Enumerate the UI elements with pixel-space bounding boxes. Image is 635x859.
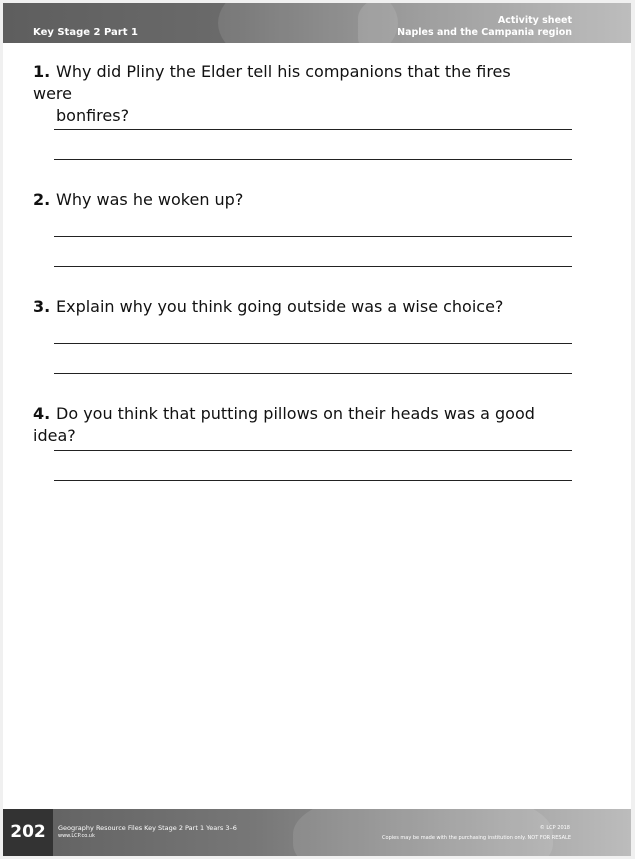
question-number: 1. [33,62,51,81]
question-text: Explain why you think going outside was a wise choice? [56,297,504,316]
question-3 [33,296,553,318]
question-text: Do you think that putting pillows on their heads was a good idea? [33,404,535,445]
question-number: 2. [33,190,51,209]
question-1 [33,61,553,127]
answer-line[interactable] [54,343,572,344]
sheet-type-label: Activity sheet [497,15,572,26]
question-text-continued: bonfires? [56,106,130,125]
question-number: 3. [33,297,51,316]
answer-line[interactable] [54,236,572,237]
topic-label: Naples and the Campania region [397,27,572,38]
worksheet-page [3,3,631,856]
footer-copy-note: Copies may be made with the purchasing institution only. NOT FOR RESALE [382,835,571,841]
answer-line[interactable] [54,129,572,130]
key-stage-label: Key Stage 2 Part 1 [33,27,138,38]
answer-line[interactable] [54,266,572,267]
footer-bar [3,809,631,856]
footer-copyright: © LCP 2018 [539,825,570,831]
page-number: 202 [3,809,53,856]
footer-decoration [293,809,553,856]
question-text: Why was he woken up? [56,190,244,209]
footer-url: www.LCP.co.uk [58,833,95,839]
question-number: 4. [33,404,51,423]
header-bar [3,3,631,43]
answer-line[interactable] [54,450,572,451]
answer-line[interactable] [54,480,572,481]
question-4 [33,403,553,447]
answer-line[interactable] [54,373,572,374]
question-2 [33,189,553,211]
question-text: Why did Pliny the Elder tell his companions that the fires were [33,62,511,103]
footer-title: Geography Resource Files Key Stage 2 Part 1 Years 3–6 [58,824,237,832]
header-right [397,15,572,39]
answer-line[interactable] [54,159,572,160]
